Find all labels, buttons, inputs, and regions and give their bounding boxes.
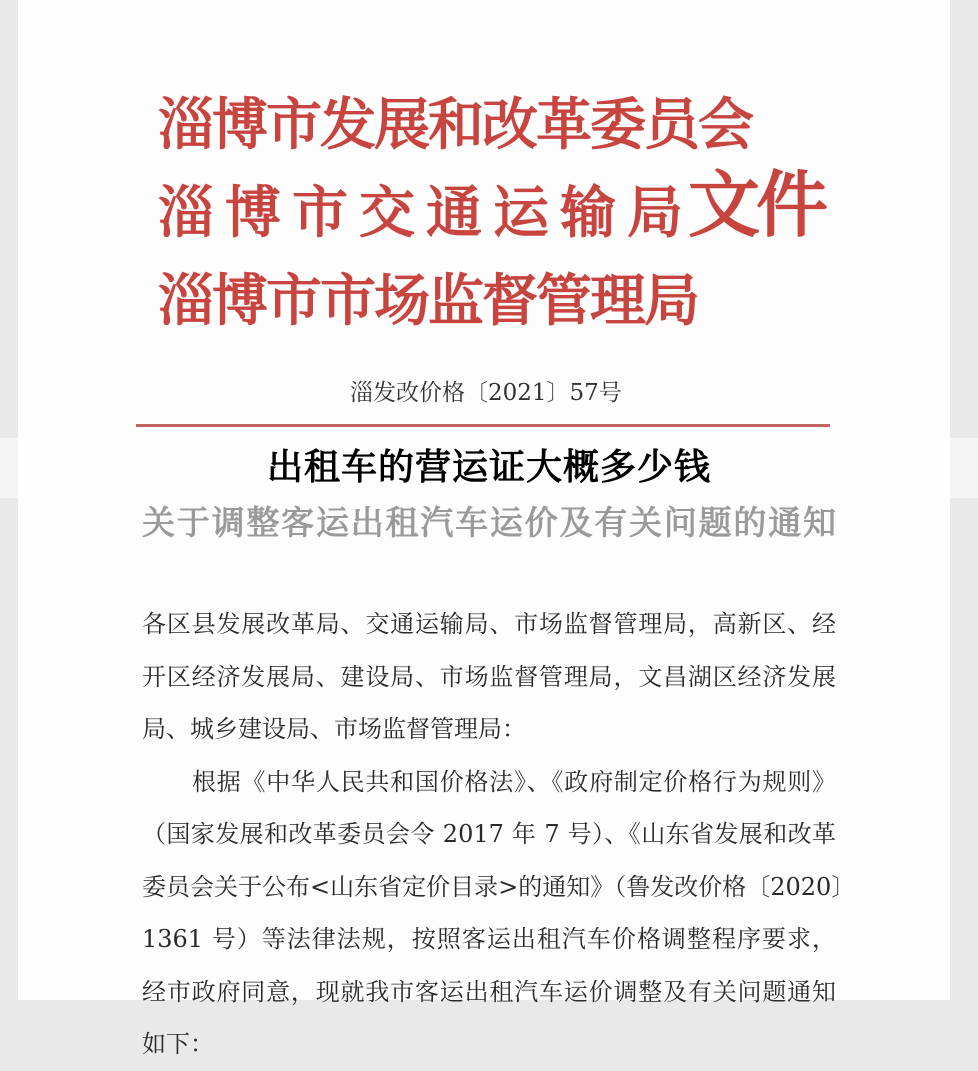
overlay-title: 出租车的营运证大概多少钱 <box>266 447 711 488</box>
body-line: 根据《中华人民共和国价格法》、《政府制定价格行为规则》 <box>192 767 836 796</box>
document-title: 关于调整客运出租汽车运价及有关问题的通知 <box>142 503 836 542</box>
issuer-char: 交 <box>359 180 415 246</box>
body-line: 局、城乡建设局、市场监督管理局： <box>142 715 526 743</box>
body-line: 经市政府同意，现就我市客运出租汽车运价调整及有关问题通知 <box>142 977 836 1006</box>
issuer-char: 输 <box>560 180 616 246</box>
body-line: 1361 号）等法律法规，按照客运出租汽车价格调整程序要求， <box>142 925 836 953</box>
issuer-line-2 <box>158 178 683 248</box>
issuer-char: 运 <box>493 180 549 246</box>
issuer-char: 市 <box>292 180 348 246</box>
body-line: 委员会关于公布<山东省定价目录>的通知》（鲁发改价格〔2020〕 <box>142 872 856 901</box>
issuer-line-1: 淄博市发展和改革委员会 <box>158 92 752 158</box>
body-line: 如下： <box>142 1030 214 1058</box>
body-line: 各区县发展改革局、交通运输局、市场监督管理局，高新区、经 <box>142 610 836 638</box>
issuer-char: 淄 <box>158 180 214 246</box>
body-line: （国家发展和改革委员会令 2017 年 7 号）、《山东省发展和改革 <box>142 820 836 848</box>
issuer-char: 博 <box>225 180 281 246</box>
document-suffix: 文件 <box>688 162 825 247</box>
body-line: 开区经济发展局、建设局、市场监督管理局，文昌湖区经济发展 <box>142 662 836 691</box>
issuer-line-3: 淄博市市场监督管理局 <box>158 268 698 334</box>
red-divider <box>136 424 830 427</box>
issuer-char: 通 <box>426 180 482 246</box>
document-number: 淄发改价格〔2021〕57号 <box>350 380 622 406</box>
issuer-char: 局 <box>627 180 683 246</box>
